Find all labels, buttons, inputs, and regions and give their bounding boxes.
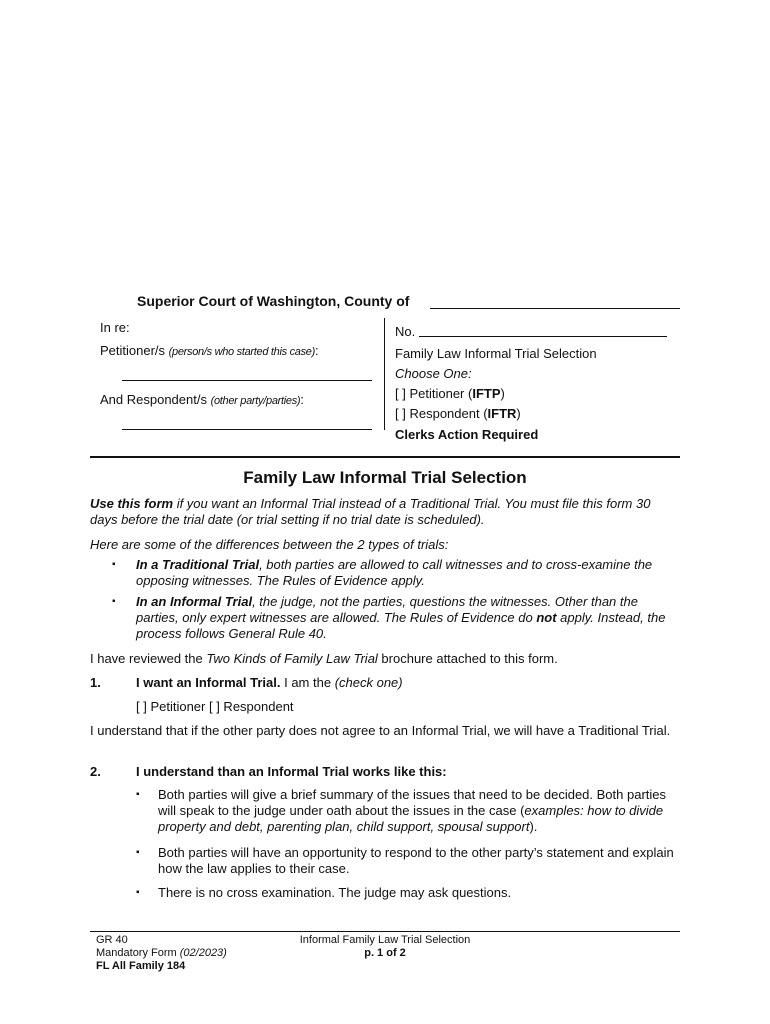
case-caption (90, 318, 680, 460)
understand-statement: I understand that if the other party does not agree to an Informal Trial, we will have a Traditional Trial. (90, 723, 671, 738)
choose-one-label: Choose One: (395, 366, 472, 381)
differences-intro: Here are some of the differences between the 2 types of trials: (90, 537, 449, 552)
item-1-number: 1. (90, 675, 101, 690)
item-2-sub-1: ▪ Both parties will give a brief summary of the issues that need to be decided. Both parties will speak to the judge under oath about the issues in the case (examples: how to divide property and debt, parenting plan, child support, spousal support). (136, 787, 666, 834)
petitioner-label: Petitioner/s (person/s who started this case): (100, 343, 319, 358)
fl-code: FL All Family 184 (96, 960, 186, 972)
bullet-icon: ▪ (136, 887, 140, 898)
court-title: Superior Court of Washington, County of (137, 293, 410, 309)
bullet-icon: ▪ (136, 847, 140, 858)
respondent-label: And Respondent/s (other party/parties): (100, 392, 304, 407)
respondent-signature-line (122, 429, 372, 430)
bullet-icon: ▪ (136, 789, 140, 800)
item-2-sub-2: ▪ Both parties will have an opportunity to respond to the other party’s statement and explain how the law applies to their case. (136, 845, 674, 876)
footer-rule (90, 931, 680, 932)
page-number: p. 1 of 2 (364, 947, 406, 959)
case-number-line (419, 336, 667, 337)
intro-paragraph: Use this form if you want an Informal Trial instead of a Traditional Trial. You must file this form 30 days before the trial date (or trial setting if no trial date is scheduled). (90, 496, 651, 527)
in-re-label: In re: (100, 320, 130, 335)
caption-divider (384, 318, 385, 430)
item-2-sub-3: ▪ There is no cross examination. The judge may ask questions. (136, 885, 512, 900)
caption-bottom-rule (90, 456, 680, 458)
caption-parties (90, 318, 385, 458)
petitioner-signature-line (122, 380, 372, 381)
mandatory-form: Mandatory Form (02/2023) (96, 947, 227, 959)
clerks-action-label: Clerks Action Required (395, 427, 539, 442)
option-petitioner[interactable]: [ ] Petitioner (IFTP) (395, 386, 505, 401)
county-blank-line (430, 308, 680, 309)
document-title: Family Law Informal Trial Selection (243, 468, 527, 487)
reviewed-statement: I have reviewed the Two Kinds of Family Law Trial brochure attached to this form. (90, 651, 558, 666)
item-2-number: 2. (90, 764, 101, 779)
case-number-label: No. (395, 324, 416, 339)
footer-form-info (96, 934, 227, 973)
bullet-icon: ▪ (112, 559, 116, 570)
footer-title-page (290, 934, 480, 960)
item-2: 2. I understand than an Informal Trial works like this: (90, 764, 447, 779)
item-1: 1. I want an Informal Trial. I am the (check one) (90, 675, 403, 690)
respondent-note: (other party/parties) (210, 395, 301, 407)
traditional-trial-bullet: ▪ In a Traditional Trial, both parties are allowed to call witnesses and to cross-examine the opposing witnesses. The Rules of Evidence apply. (112, 557, 653, 588)
checkbox-petitioner[interactable]: [ ] (395, 386, 406, 401)
option-respondent[interactable]: [ ] Respondent (IFTR) (395, 406, 521, 421)
bullet-icon: ▪ (112, 596, 116, 607)
form-name: Family Law Informal Trial Selection (395, 346, 597, 361)
footer-title: Informal Family Law Trial Selection (299, 934, 471, 946)
item-1-options[interactable]: [ ] Petitioner [ ] Respondent (136, 699, 294, 714)
petitioner-note: (person/s who started this case) (168, 346, 315, 358)
informal-trial-bullet: ▪ In an Informal Trial, the judge, not the parties, questions the witnesses. Other than the parties, only expert witnesses are allowed. The Rules of Evidence do not apply. Instead, the process follows General Rule 40. (112, 594, 666, 641)
checkbox-respondent[interactable]: [ ] (395, 406, 406, 421)
form-code: GR 40 (96, 934, 128, 946)
